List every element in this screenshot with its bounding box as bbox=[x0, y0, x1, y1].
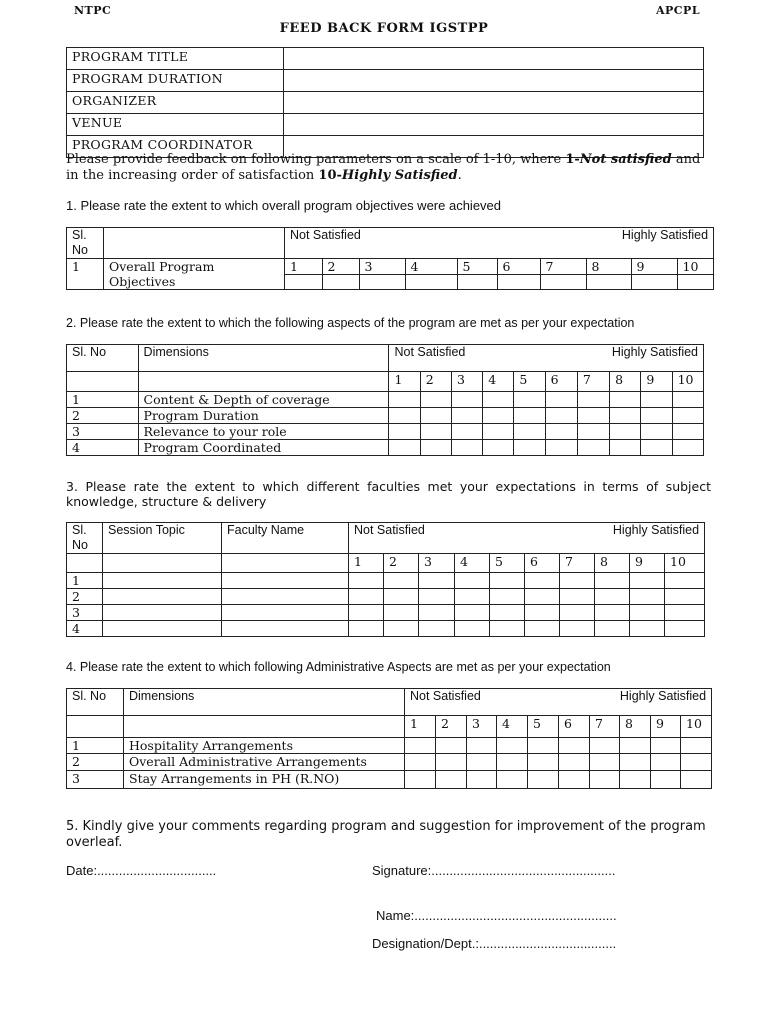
rating-cell[interactable] bbox=[672, 440, 703, 456]
rating-cell[interactable] bbox=[514, 408, 545, 424]
rating-cell[interactable] bbox=[525, 589, 560, 605]
scale-number: 6 bbox=[525, 554, 560, 573]
scale-header bbox=[285, 228, 714, 259]
empty-cell bbox=[67, 554, 103, 573]
scale-number: 6 bbox=[497, 259, 540, 275]
scale-number: 1 bbox=[389, 372, 420, 392]
intro-text: and in the increasing order of satisfaction bbox=[66, 152, 701, 183]
rating-cell[interactable] bbox=[405, 738, 436, 754]
rating-cell[interactable] bbox=[665, 605, 705, 621]
faculty-name-field[interactable] bbox=[222, 605, 349, 621]
row-label: Hospitality Arrangements bbox=[124, 738, 405, 754]
intro-bold-italic: Highly Satisfied bbox=[341, 168, 458, 183]
row-number: 4 bbox=[67, 440, 139, 456]
sl-no-header: Sl. No bbox=[67, 689, 124, 716]
rating-cell[interactable] bbox=[560, 589, 595, 605]
row-label: Stay Arrangements in PH (R.NO) bbox=[124, 771, 405, 789]
table-row bbox=[67, 754, 712, 771]
empty-cell bbox=[67, 372, 139, 392]
rating-cell[interactable] bbox=[420, 440, 451, 456]
rating-cell[interactable] bbox=[681, 738, 712, 754]
rating-cell[interactable] bbox=[436, 754, 467, 771]
rating-cell[interactable] bbox=[665, 621, 705, 637]
info-label: VENUE bbox=[67, 114, 284, 136]
rating-cell[interactable] bbox=[528, 738, 559, 754]
scale-number: 4 bbox=[455, 554, 490, 573]
rating-cell[interactable] bbox=[610, 408, 641, 424]
table-row bbox=[67, 424, 704, 440]
scale-number: 8 bbox=[595, 554, 630, 573]
rating-cell[interactable] bbox=[490, 573, 525, 589]
rating-cell[interactable] bbox=[672, 392, 703, 408]
scale-number: 8 bbox=[620, 716, 651, 738]
info-label: PROGRAM COORDINATOR bbox=[67, 136, 284, 158]
scale-number: 1 bbox=[349, 554, 384, 573]
info-row bbox=[67, 48, 704, 70]
row-label: Relevance to your role bbox=[138, 424, 389, 440]
rating-cell[interactable] bbox=[384, 573, 419, 589]
scale-number: 2 bbox=[384, 554, 419, 573]
session-topic-field[interactable] bbox=[103, 573, 222, 589]
row-number: 1 bbox=[67, 392, 139, 408]
row-number: 3 bbox=[67, 771, 124, 789]
scale-number: 7 bbox=[590, 716, 620, 738]
rating-cell[interactable] bbox=[525, 573, 560, 589]
rating-cell[interactable] bbox=[586, 275, 631, 289]
rating-cell[interactable] bbox=[389, 408, 420, 424]
rating-cell[interactable] bbox=[389, 424, 420, 440]
scale-number: 9 bbox=[641, 372, 672, 392]
info-label: ORGANIZER bbox=[67, 92, 284, 114]
empty-cell bbox=[67, 716, 124, 738]
rating-cell[interactable] bbox=[455, 573, 490, 589]
scale-number: 10 bbox=[681, 716, 712, 738]
rating-cell[interactable] bbox=[405, 771, 436, 789]
scale-number: 10 bbox=[665, 554, 705, 573]
rating-cell[interactable] bbox=[384, 605, 419, 621]
designation-field[interactable]: Designation/Dept.:...................................... bbox=[372, 936, 617, 951]
info-row bbox=[67, 70, 704, 92]
q3-rating-table bbox=[66, 522, 705, 637]
highly-satisfied-label: Highly Satisfied bbox=[612, 523, 700, 537]
not-satisfied-label: Not Satisfied bbox=[394, 345, 466, 359]
rating-cell[interactable] bbox=[490, 621, 525, 637]
scale-header bbox=[405, 689, 712, 716]
rating-cell[interactable] bbox=[672, 424, 703, 440]
faculty-name-field[interactable] bbox=[222, 589, 349, 605]
sl-no-header: Sl. No bbox=[67, 345, 139, 372]
rating-cell[interactable] bbox=[651, 771, 681, 789]
rating-cell[interactable] bbox=[577, 424, 609, 440]
rating-cell[interactable] bbox=[436, 771, 467, 789]
info-label: PROGRAM DURATION bbox=[67, 70, 284, 92]
session-topic-field[interactable] bbox=[103, 605, 222, 621]
rating-cell[interactable] bbox=[483, 408, 514, 424]
rating-cell[interactable] bbox=[677, 275, 713, 289]
rating-cell[interactable] bbox=[559, 771, 590, 789]
scale-number: 8 bbox=[586, 259, 631, 275]
rating-cell[interactable] bbox=[405, 754, 436, 771]
row-number: 2 bbox=[67, 408, 139, 424]
table-row bbox=[67, 738, 712, 754]
rating-cell[interactable] bbox=[483, 392, 514, 408]
rating-cell[interactable] bbox=[577, 408, 609, 424]
date-field[interactable]: Date:................................. bbox=[66, 863, 217, 878]
rating-cell[interactable] bbox=[514, 440, 545, 456]
rating-cell[interactable] bbox=[620, 771, 651, 789]
rating-cell[interactable] bbox=[457, 275, 497, 289]
faculty-name-header: Faculty Name bbox=[222, 523, 349, 554]
rating-cell[interactable] bbox=[490, 605, 525, 621]
rating-cell[interactable] bbox=[610, 392, 641, 408]
scale-number: 8 bbox=[610, 372, 641, 392]
scale-cells bbox=[285, 259, 714, 290]
not-satisfied-label: Not Satisfied bbox=[410, 689, 481, 703]
rating-cell[interactable] bbox=[419, 573, 455, 589]
question-1: 1. Please rate the extent to which overall program objectives were achieved bbox=[66, 198, 502, 213]
q2-rating-table bbox=[66, 344, 704, 456]
rating-cell[interactable] bbox=[483, 424, 514, 440]
rating-cell[interactable] bbox=[545, 408, 577, 424]
row-number: 4 bbox=[67, 621, 103, 637]
table-row bbox=[67, 392, 704, 408]
table-row bbox=[67, 771, 712, 789]
rating-cell[interactable] bbox=[560, 573, 595, 589]
highly-satisfied-label: Highly Satisfied bbox=[621, 228, 709, 242]
rating-cell[interactable] bbox=[389, 440, 420, 456]
rating-cell[interactable] bbox=[620, 754, 651, 771]
table-row bbox=[67, 589, 705, 605]
rating-cell[interactable] bbox=[359, 275, 405, 289]
rating-cell[interactable] bbox=[384, 589, 419, 605]
rating-cell[interactable] bbox=[455, 605, 490, 621]
scale-number: 7 bbox=[560, 554, 595, 573]
scale-number: 10 bbox=[677, 259, 713, 275]
rating-cell[interactable] bbox=[681, 771, 712, 789]
scale-number: 1 bbox=[285, 259, 322, 275]
empty-cell bbox=[138, 372, 389, 392]
scale-number: 7 bbox=[577, 372, 609, 392]
rating-cell[interactable] bbox=[641, 424, 672, 440]
rating-cell[interactable] bbox=[631, 275, 677, 289]
rating-cell[interactable] bbox=[349, 605, 384, 621]
scale-number: 2 bbox=[420, 372, 451, 392]
rating-cell[interactable] bbox=[451, 424, 482, 440]
rating-cell[interactable] bbox=[672, 408, 703, 424]
rating-cell[interactable] bbox=[560, 605, 595, 621]
row-number: 2 bbox=[67, 589, 103, 605]
row-number: 2 bbox=[67, 754, 124, 771]
rating-cell[interactable] bbox=[651, 754, 681, 771]
org-right-label: APCPL bbox=[656, 4, 701, 17]
empty-cell bbox=[103, 554, 222, 573]
sl-no-header: Sl. No bbox=[67, 228, 104, 259]
program-info-table bbox=[66, 47, 704, 158]
scale-number: 2 bbox=[322, 259, 359, 275]
faculty-name-field[interactable] bbox=[222, 621, 349, 637]
intro-bold: 10- bbox=[318, 168, 342, 183]
row-label: Program Coordinated bbox=[138, 440, 389, 456]
rating-cell[interactable] bbox=[419, 621, 455, 637]
scale-number: 9 bbox=[631, 259, 677, 275]
rating-cell[interactable] bbox=[610, 424, 641, 440]
rating-cell[interactable] bbox=[595, 573, 630, 589]
highly-satisfied-label: Highly Satisfied bbox=[611, 345, 698, 359]
rating-cell[interactable] bbox=[349, 589, 384, 605]
rating-cell[interactable] bbox=[451, 408, 482, 424]
scale-header bbox=[389, 345, 704, 372]
rating-cell[interactable] bbox=[349, 573, 384, 589]
info-row bbox=[67, 92, 704, 114]
rating-cell[interactable] bbox=[559, 754, 590, 771]
info-row bbox=[67, 114, 704, 136]
rating-cell[interactable] bbox=[630, 605, 665, 621]
table-row bbox=[67, 440, 704, 456]
intro-text: Please provide feedback on following parameters on a scale of 1-10, where bbox=[66, 152, 566, 167]
intro-text: . bbox=[457, 168, 462, 183]
rating-cell[interactable] bbox=[595, 589, 630, 605]
question-4: 4. Please rate the extent to which following Administrative Aspects are met as per your expectation bbox=[66, 660, 611, 674]
rating-cell[interactable] bbox=[590, 771, 620, 789]
scale-number: 5 bbox=[514, 372, 545, 392]
rating-cell[interactable] bbox=[497, 275, 540, 289]
scale-number: 4 bbox=[483, 372, 514, 392]
table-row bbox=[67, 621, 705, 637]
not-satisfied-label: Not Satisfied bbox=[290, 228, 361, 242]
question-2: 2. Please rate the extent to which the following aspects of the program are met as per your expectation bbox=[66, 316, 635, 330]
scale-number: 3 bbox=[467, 716, 497, 738]
rating-cell[interactable] bbox=[545, 440, 577, 456]
row-label: Overall Administrative Arrangements bbox=[124, 754, 405, 771]
rating-cell[interactable] bbox=[525, 621, 560, 637]
rating-cell[interactable] bbox=[497, 771, 528, 789]
rating-cell[interactable] bbox=[545, 392, 577, 408]
rating-cell[interactable] bbox=[630, 589, 665, 605]
rating-cell[interactable] bbox=[419, 605, 455, 621]
table-row bbox=[67, 408, 704, 424]
rating-cell[interactable] bbox=[514, 392, 545, 408]
rating-cell[interactable] bbox=[490, 589, 525, 605]
empty-header-cell bbox=[104, 228, 285, 259]
rating-cell[interactable] bbox=[681, 754, 712, 771]
rating-cell[interactable] bbox=[559, 738, 590, 754]
scale-number: 5 bbox=[457, 259, 497, 275]
scale-number: 10 bbox=[672, 372, 703, 392]
intro-paragraph bbox=[66, 152, 706, 184]
rating-cell[interactable] bbox=[483, 440, 514, 456]
scale-number: 7 bbox=[540, 259, 586, 275]
rating-cell[interactable] bbox=[620, 738, 651, 754]
rating-cell[interactable] bbox=[528, 754, 559, 771]
row-number: 1 bbox=[67, 259, 104, 290]
info-value-field[interactable] bbox=[284, 92, 704, 114]
rating-cell[interactable] bbox=[665, 573, 705, 589]
rating-cell[interactable] bbox=[560, 621, 595, 637]
rating-cell[interactable] bbox=[497, 738, 528, 754]
highly-satisfied-label: Highly Satisfied bbox=[619, 689, 707, 703]
rating-cell[interactable] bbox=[651, 738, 681, 754]
rating-cell[interactable] bbox=[467, 738, 497, 754]
rating-cell[interactable] bbox=[451, 440, 482, 456]
rating-cell[interactable] bbox=[595, 605, 630, 621]
dimensions-header: Dimensions bbox=[124, 689, 405, 716]
scale-number: 9 bbox=[630, 554, 665, 573]
session-topic-field[interactable] bbox=[103, 621, 222, 637]
scale-number: 3 bbox=[419, 554, 455, 573]
rating-cell[interactable] bbox=[595, 621, 630, 637]
session-topic-header: Session Topic bbox=[103, 523, 222, 554]
dimensions-header: Dimensions bbox=[138, 345, 389, 372]
rating-cell[interactable] bbox=[455, 589, 490, 605]
row-label: Content & Depth of coverage bbox=[138, 392, 389, 408]
scale-number: 3 bbox=[359, 259, 405, 275]
info-value-field[interactable] bbox=[284, 70, 704, 92]
rating-cell[interactable] bbox=[455, 621, 490, 637]
table-row bbox=[67, 573, 705, 589]
rating-cell[interactable] bbox=[630, 573, 665, 589]
form-title: FEED BACK FORM IGSTPP bbox=[279, 21, 489, 36]
rating-cell[interactable] bbox=[349, 621, 384, 637]
row-number: 3 bbox=[67, 605, 103, 621]
rating-cell[interactable] bbox=[420, 408, 451, 424]
rating-cell[interactable] bbox=[540, 275, 586, 289]
scale-number: 6 bbox=[545, 372, 577, 392]
sl-no-header: Sl. No bbox=[67, 523, 103, 554]
info-value-field[interactable] bbox=[284, 114, 704, 136]
rating-cell[interactable] bbox=[420, 424, 451, 440]
scale-number: 5 bbox=[528, 716, 559, 738]
rating-cell[interactable] bbox=[630, 621, 665, 637]
not-satisfied-label: Not Satisfied bbox=[354, 523, 425, 537]
scale-number: 2 bbox=[436, 716, 467, 738]
scale-number: 4 bbox=[405, 259, 457, 275]
rating-cell[interactable] bbox=[610, 440, 641, 456]
rating-cell[interactable] bbox=[545, 424, 577, 440]
q4-rating-table bbox=[66, 688, 712, 789]
row-number: 1 bbox=[67, 738, 124, 754]
info-label: PROGRAM TITLE bbox=[67, 48, 284, 70]
empty-cell bbox=[124, 716, 405, 738]
table-row bbox=[67, 605, 705, 621]
q1-scale-grid bbox=[285, 259, 713, 289]
session-topic-field[interactable] bbox=[103, 589, 222, 605]
rating-cell[interactable] bbox=[497, 754, 528, 771]
rating-cell[interactable] bbox=[528, 771, 559, 789]
org-left-label: NTPC bbox=[74, 4, 112, 17]
rating-cell[interactable] bbox=[577, 440, 609, 456]
scale-header bbox=[349, 523, 705, 554]
empty-cell bbox=[222, 554, 349, 573]
rating-cell[interactable] bbox=[467, 754, 497, 771]
name-field[interactable]: Name:........................................................ bbox=[376, 908, 617, 923]
faculty-name-field[interactable] bbox=[222, 573, 349, 589]
rating-cell[interactable] bbox=[641, 392, 672, 408]
question-5: 5. Kindly give your comments regarding program and suggestion for improvement of the program overleaf. bbox=[66, 819, 706, 850]
scale-number: 5 bbox=[490, 554, 525, 573]
rating-cell[interactable] bbox=[514, 424, 545, 440]
rating-cell[interactable] bbox=[436, 738, 467, 754]
rating-cell[interactable] bbox=[641, 408, 672, 424]
rating-cell[interactable] bbox=[451, 392, 482, 408]
scale-number: 1 bbox=[405, 716, 436, 738]
rating-cell[interactable] bbox=[420, 392, 451, 408]
question-3: 3. Please rate the extent to which different faculties met your expectations in terms of subject knowledge, structure & delivery bbox=[66, 479, 711, 509]
scale-number: 3 bbox=[451, 372, 482, 392]
rating-cell[interactable] bbox=[467, 771, 497, 789]
rating-cell[interactable] bbox=[285, 275, 322, 289]
intro-bold: 1- bbox=[565, 152, 580, 167]
rating-cell[interactable] bbox=[590, 738, 620, 754]
rating-cell[interactable] bbox=[322, 275, 359, 289]
signature-field[interactable]: Signature:................................................... bbox=[372, 863, 616, 878]
scale-number: 9 bbox=[651, 716, 681, 738]
rating-cell[interactable] bbox=[384, 621, 419, 637]
rating-cell[interactable] bbox=[525, 605, 560, 621]
q1-rating-table bbox=[66, 227, 714, 290]
info-value-field[interactable] bbox=[284, 48, 704, 70]
rating-cell[interactable] bbox=[641, 440, 672, 456]
rating-cell[interactable] bbox=[389, 392, 420, 408]
rating-cell[interactable] bbox=[665, 589, 705, 605]
row-label: Program Duration bbox=[138, 408, 389, 424]
rating-cell[interactable] bbox=[419, 589, 455, 605]
scale-number: 6 bbox=[559, 716, 590, 738]
row-number: 1 bbox=[67, 573, 103, 589]
rating-cell[interactable] bbox=[590, 754, 620, 771]
rating-cell[interactable] bbox=[405, 275, 457, 289]
intro-bold-italic: Not satisfied bbox=[579, 152, 672, 167]
row-number: 3 bbox=[67, 424, 139, 440]
row-label: Overall Program Objectives bbox=[104, 259, 285, 290]
scale-number: 4 bbox=[497, 716, 528, 738]
rating-cell[interactable] bbox=[577, 392, 609, 408]
